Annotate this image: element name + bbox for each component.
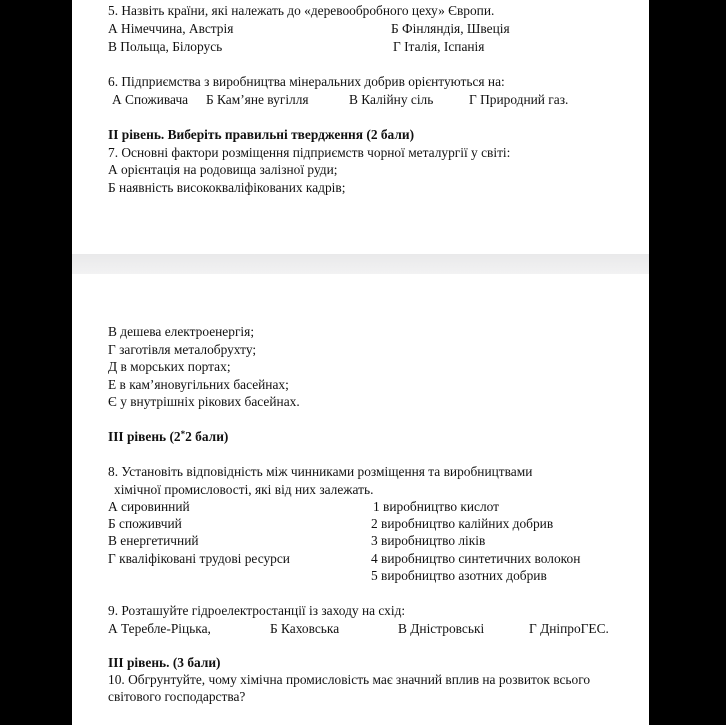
q10-line-1: 10. Обгрунтуйте, чому хімічна промисловість має значний вплив на розвиток всього <box>108 672 591 687</box>
q9-option-b: Б Каховська <box>270 621 340 636</box>
q9-option-a: А Теребле-Ріцька, <box>108 621 211 636</box>
q8-left-a: А сировинний <box>108 499 190 514</box>
level-3-heading: ІІІ рівень (2*2 бали) <box>108 429 229 444</box>
q7-question: 7. Основні фактори розміщення підприємств чорної металургії у світі: <box>108 145 511 160</box>
q9-question: 9. Розташуйте гідроелектростанції із заходу на схід: <box>108 603 406 618</box>
q5-option-a: А Німеччина, Австрія <box>108 21 234 36</box>
q5-option-b: Б Фінляндія, Швеція <box>391 21 510 36</box>
q8-right-5: 5 виробництво азотних добрив <box>371 568 547 583</box>
q7-option-b: Б наявність висококваліфікованих кадрів; <box>108 180 346 195</box>
q9-option-d: Г ДніпроГЕС. <box>529 621 609 636</box>
q6-option-d: Г Природний газ. <box>469 92 569 107</box>
q8-right-3: 3 виробництво ліків <box>371 533 486 548</box>
q7-option-e: Д в морських портах; <box>108 359 231 374</box>
q10-line-2: світового господарства? <box>108 689 246 704</box>
q9-option-c: В Дністровські <box>398 621 485 636</box>
q8-left-d: Г кваліфіковані трудові ресурси <box>108 551 290 566</box>
q7-option-c: В дешева електроенергія; <box>108 324 255 339</box>
q8-right-2: 2 виробництво калійних добрив <box>371 516 554 531</box>
level-2-heading: ІІ рівень. Виберіть правильні твердження (2 бали) <box>108 127 415 142</box>
q7-option-f: Е в кам’яновугільних басейнах; <box>108 377 289 392</box>
q6-option-a: А Споживача <box>112 92 189 107</box>
q7-option-g: Є у внутрішніх рікових басейнах. <box>108 394 300 409</box>
q8-question-line-1: 8. Установіть відповідність між чинниками розміщення та виробництвами <box>108 464 533 479</box>
q8-right-4: 4 виробництво синтетичних волокон <box>371 551 581 566</box>
q7-option-a: А орієнтація на родовища залізної руди; <box>108 162 338 177</box>
q8-right-1: 1 виробництво кислот <box>373 499 500 514</box>
page-gap <box>72 254 649 274</box>
q8-question-line-2: хімічної промисловості, які від них залежать. <box>114 482 374 497</box>
q6-question: 6. Підприємства з виробництва мінеральних добрив орієнтуються на: <box>108 74 505 89</box>
q8-left-c: В енергетичний <box>108 533 199 548</box>
page-1 <box>72 0 649 254</box>
q5-option-d: Г Італія, Іспанія <box>393 39 485 54</box>
q7-option-d: Г заготівля металобрухту; <box>108 342 257 357</box>
q6-option-c: В Калійну сіль <box>349 92 434 107</box>
page-2 <box>72 274 649 725</box>
q5-option-c: В Польща, Білорусь <box>108 39 223 54</box>
level-3b-heading: ІІІ рівень. (3 бали) <box>108 655 221 670</box>
q5-question: 5. Назвіть країни, які належать до «деревообробного цеху» Європи. <box>108 3 495 18</box>
q8-left-b: Б споживчий <box>108 516 182 531</box>
q6-option-b: Б Кам’яне вугілля <box>206 92 309 107</box>
